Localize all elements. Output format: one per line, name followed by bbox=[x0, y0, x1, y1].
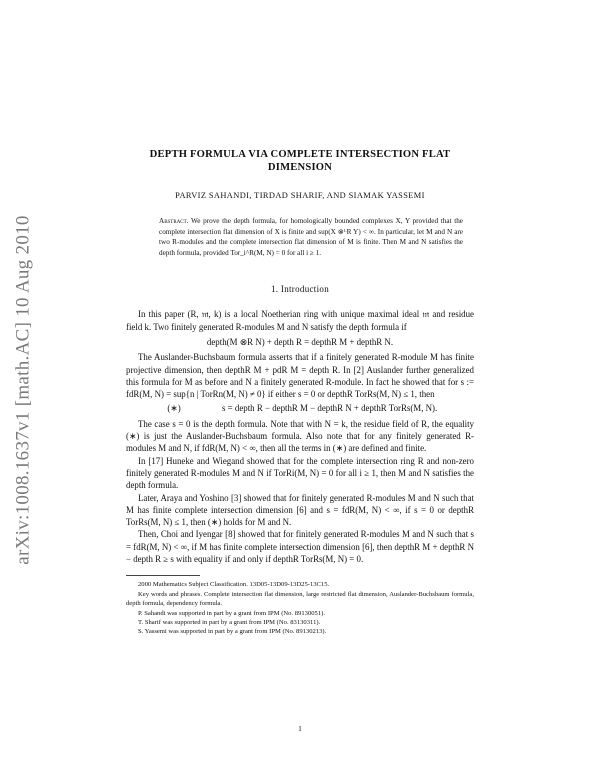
paragraph-6: Then, Choi and Iyengar [8] showed that for finitely generated R-modules M and N such that s = fdR(M, N) < ∞, if M has finite complete intersection dimension [6], then depthR M + depthR N − depth R ≥ s with equality if and only if depthR TorRs(M, N) = 0. bbox=[126, 529, 474, 565]
paragraph-5: Later, Araya and Yoshino [3] showed that for finitely generated R-modules M and N such that M has finite complete intersection dimension [6] and s = fdR(M, N) < ∞, if s = 0 or depthR TorRs(M, N) ≤ 1, then (∗) holds for M and N. bbox=[126, 492, 474, 528]
footnote-grant-sharif: T. Sharif was supported in part by a grant from IPM (No. 83130311). bbox=[138, 618, 321, 626]
paper-page bbox=[126, 148, 474, 637]
footnote-rule bbox=[126, 575, 200, 576]
paragraph-1: In this paper (R, 𝔪, k) is a local Noetherian ring with unique maximal ideal 𝔪 and residue field k. Two finitely generated R-modules M and N satisfy the depth formula if bbox=[126, 309, 474, 332]
paragraph-3: The case s = 0 is the depth formula. Note that with N = k, the residue field of R, the equality (∗) is just the Auslander-Buchsbaum formula. Also note that for any finitely generated R-modules M and N, if fdR(M, N) < ∞, then all the terms in (∗) are defined and finite. bbox=[126, 418, 474, 454]
abstract-label: Abstract. bbox=[159, 217, 189, 225]
abstract-text: We prove the depth formula, for homologically bounded complexes X, Y provided that the complete intersection flat dimension of X is finite and sup(X ⊗ᴸR Y) < ∞. In particular, let M and N are two R-modules and the complete intersection flat dimension of M is finite. Then M and N satisfies the depth formula, provided Tor_i^R(M, N) = 0 for all i ≥ 1. bbox=[159, 217, 463, 257]
arxiv-identifier: arXiv:1008.1637v1 [math.AC] 10 Aug 2010 bbox=[13, 215, 35, 565]
authors: PARVIZ SAHANDI, TIRDAD SHARIF, AND SIAMAK YASSEMI bbox=[175, 191, 425, 200]
paper-title bbox=[126, 148, 474, 174]
footnote-grant-sahandi: P. Sahandi was supported in part by a grant from IPM (No. 89130051). bbox=[138, 609, 325, 617]
footnote-keywords: Key words and phrases. Complete intersection flat dimension, large restricted flat dimension, Auslander-Buchsbaum formula, depth formula, dependency formula. bbox=[126, 590, 474, 608]
arxiv-identifier-stamp bbox=[7, 180, 41, 600]
equation-star bbox=[126, 402, 474, 414]
paragraph-4: In [17] Huneke and Wiegand showed that for the complete intersection ring R and non-zero finitely generated R-modules M and N if TorRi(M, N) = 0 for all i ≥ 1, then M and N satisfies the depth formula. bbox=[126, 455, 474, 491]
footnote-msc: 2000 Mathematics Subject Classification. 13D05-13D09-13D25-13C15. bbox=[138, 581, 330, 589]
footnote-grant-yassemi: S. Yassemi was supported in part by a grant from IPM (No. 89130213). bbox=[138, 628, 327, 636]
title-line-1: DEPTH FORMULA VIA COMPLETE INTERSECTION FLAT bbox=[149, 149, 451, 160]
section-heading: 1. Introduction bbox=[271, 284, 329, 295]
paragraph-2: The Auslander-Buchsbaum formula asserts that if a finitely generated R-module M has finite projective dimension, then depthR M + pdR M = depth R. In [2] Auslander further generalized this formula for M as before and N a finitely generated R-module. In fact he showed that for s := fdR(M, N) = sup{n | TorRn(M, N) ≠ 0} if either s = 0 or depthR TorRs(M, N) ≤ 1, then bbox=[126, 352, 474, 400]
footnotes bbox=[126, 580, 474, 636]
abstract bbox=[159, 216, 463, 258]
equation-star-tag: (∗) bbox=[167, 403, 181, 414]
title-line-2: DIMENSION bbox=[267, 162, 333, 173]
introduction-body bbox=[126, 308, 474, 565]
equation-depth-formula: depth(M ⊗R N) + depth R = depthR M + depthR N. bbox=[206, 336, 394, 347]
page-number: 1 bbox=[298, 724, 302, 733]
equation-star-expression: s = depth R − depthR M − depthR N + depthR TorRs(M, N). bbox=[222, 403, 438, 414]
